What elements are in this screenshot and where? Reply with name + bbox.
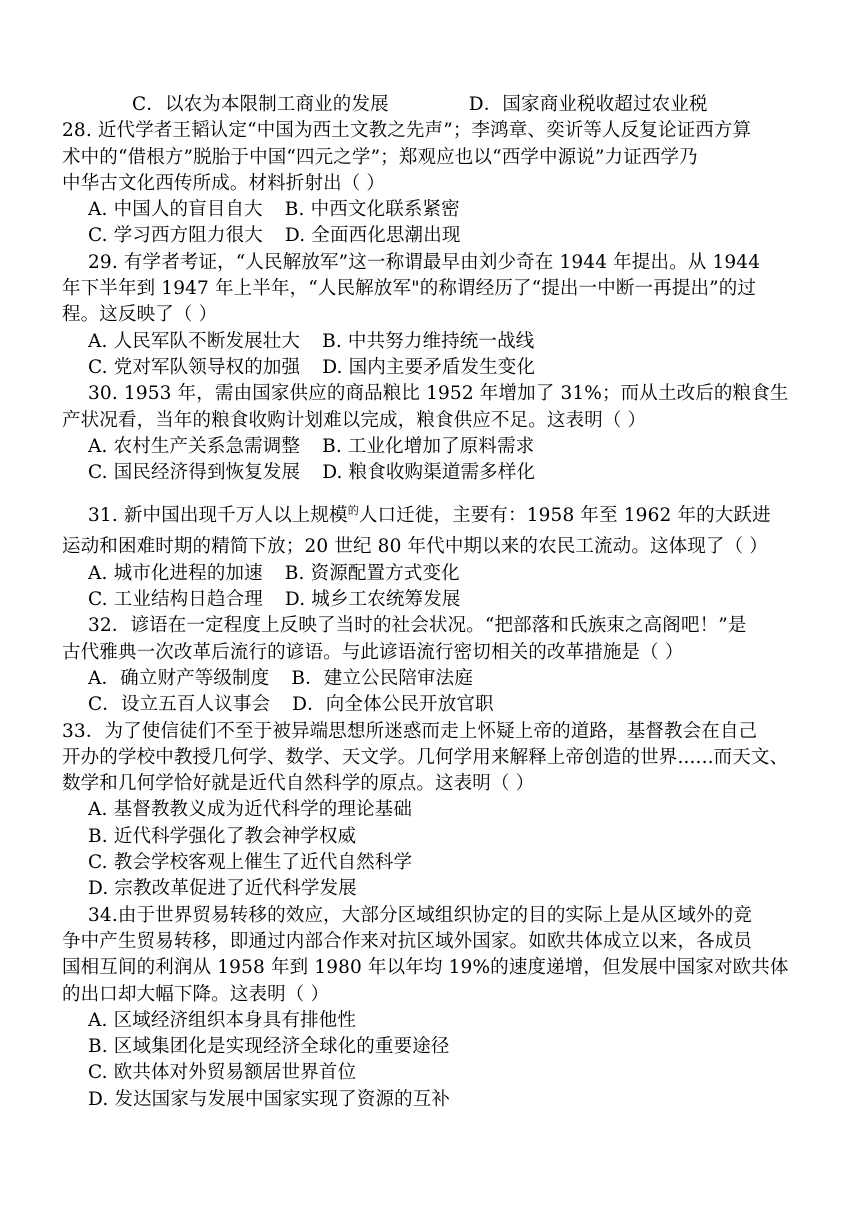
- q28-option-b: B. 中西文化联系紧密: [284, 199, 460, 221]
- q30-stem-line-2: 产状况看，当年的粮食收购计划难以完成，粮食供应不足。这表明（ ）: [62, 409, 647, 431]
- q32-option-a: A．确立财产等级制度: [88, 667, 270, 689]
- q34-option-d: D. 发达国家与发展中国家实现了资源的互补: [88, 1088, 451, 1110]
- q31-options-row-1: [62, 561, 802, 587]
- q29-stem-line-2: 年下半年到 1947 年上半年，“人民解放军"的称谓经历了“提出一中断一再提出”的过: [62, 278, 757, 300]
- q34-stem-line-1: 34.由于世界贸易转移的效应，大部分区域组织协定的目的实际上是从区域外的竞: [88, 904, 752, 926]
- q31-option-a: A. 城市化进程的加速: [88, 562, 263, 584]
- q28-stem-line-2: 术中的“借根方”脱胎于中国“四元之学”；郑观应也以“西学中源说”力证西学乃: [62, 146, 698, 168]
- q33-stem-line-1: 33．为了使信徒们不至于被异端思想所迷惑而走上怀疑上帝的道路，基督教会在自己: [62, 720, 758, 742]
- q31-stem-part-b: 人口迁徙，主要有：1958 年至 1962 年的大跃进: [358, 505, 771, 527]
- q30-option-c: C. 国民经济得到恢复发展: [88, 462, 301, 484]
- q30-options-row-1: [62, 434, 802, 460]
- q31-stem-line-1: [62, 498, 802, 534]
- q31-options-row-2: [62, 587, 802, 613]
- q33-option-a: A. 基督教教义成为近代科学的理论基础: [88, 799, 412, 821]
- q32-option-c: C．设立五百人议事会: [88, 694, 271, 716]
- q29-stem-line-3: 程。这反映了（ ）: [62, 304, 218, 326]
- q30-stem-line-1: 30. 1953 年，需由国家供应的商品粮比 1952 年增加了 31%；而从土改后的粮食生: [88, 383, 789, 405]
- q29-options-row-2: [62, 355, 802, 381]
- q32-option-b: B．建立公民陪审法庭: [291, 667, 473, 689]
- q28-options-row-2: [62, 223, 802, 249]
- q27-option-c: C．以农为本限制工商业的发展: [132, 94, 389, 115]
- q29-option-a: A. 人民军队不断发展壮大: [88, 330, 301, 352]
- q29-option-c: C. 党对军队领导权的加强: [88, 356, 301, 378]
- q28-option-c: C. 学习西方阻力很大: [88, 225, 263, 247]
- q32-option-d: D．向全体公民开放官职: [292, 694, 494, 716]
- q31-option-b: B. 资源配置方式变化: [284, 562, 460, 584]
- q33-stem-line-2: 开办的学校中教授几何学、数学、天文学。几何学用来解释上帝创造的世界......而天文、: [62, 746, 789, 768]
- q28-options-row-1: [62, 197, 802, 223]
- q31-stem-part-a: 31. 新中国出现千万人以上规模: [88, 505, 348, 527]
- section-spacer: [62, 486, 802, 498]
- q34-stem-line-3: 国相互间的利润从 1958 年到 1980 年以年均 19%的速度递增，但发展中国家对欧共体: [62, 957, 789, 979]
- q30-option-a: A. 农村生产关系急需调整: [88, 435, 301, 457]
- q33-option-d: D. 宗教改革促进了近代科学发展: [88, 878, 357, 900]
- q32-stem-line-2: 古代雅典一次改革后流行的谚语。与此谚语流行密切相关的改革措施是（ ）: [62, 641, 684, 663]
- q28-option-d: D. 全面西化思潮出现: [284, 225, 461, 247]
- q28-stem-line-3: 中华古文化西传所成。材料折射出（ ）: [62, 172, 386, 194]
- q34-option-a: A. 区域经济组织本身具有排他性: [88, 1009, 357, 1031]
- exam-page: [62, 92, 802, 1113]
- q31-option-c: C. 工业结构日趋合理: [88, 589, 263, 611]
- q28-option-a: A. 中国人的盲目自大: [88, 199, 263, 221]
- q34-stem-line-4: 的出口却大幅下降。这表明（ ）: [62, 983, 330, 1005]
- q30-option-d: D. 粮食收购渠道需多样化: [322, 462, 536, 484]
- q27-options-row: [62, 92, 802, 118]
- q29-option-d: D. 国内主要矛盾发生变化: [322, 356, 536, 378]
- q28-stem-line-1: 28. 近代学者王韬认定“中国为西土文教之先声”；李鸿章、奕䜣等人反复论证西方算: [62, 120, 752, 142]
- q29-options-row-1: [62, 329, 802, 355]
- q31-option-d: D. 城乡工农统筹发展: [284, 589, 461, 611]
- q31-stem-superscript: 的: [347, 504, 359, 518]
- q34-option-b: B. 区域集团化是实现经济全球化的重要途径: [88, 1036, 450, 1058]
- q29-stem-line-1: 29. 有学者考证，“人民解放军”这一称谓最早由刘少奇在 1944 年提出。从 1944: [88, 251, 761, 273]
- q33-option-b: B. 近代科学强化了教会神学权威: [88, 825, 357, 847]
- q30-options-row-2: [62, 460, 802, 486]
- q34-stem-line-2: 争中产生贸易转移，即通过内部合作来对抗区域外国家。如欧共体成立以来，各成员: [62, 930, 753, 952]
- q32-stem-line-1: 32．谚语在一定程度上反映了当时的社会状况。“把部落和氏族束之高阁吧！”是: [88, 615, 747, 637]
- q33-option-c: C. 教会学校客观上催生了近代自然科学: [88, 852, 413, 874]
- q32-options-row-1: [62, 666, 802, 692]
- q32-options-row-2: [62, 692, 802, 718]
- q30-option-b: B. 工业化增加了原料需求: [322, 435, 535, 457]
- q29-option-b: B. 中共努力维持统一战线: [322, 330, 535, 352]
- q31-stem-line-2: 运动和困难时期的精简下放；20 世纪 80 年代中期以来的农民工流动。这体现了（ ）: [62, 536, 768, 558]
- q33-stem-line-3: 数学和几何学恰好就是近代自然科学的原点。这表明（ ）: [62, 773, 535, 795]
- q34-option-c: C. 欧共体对外贸易额居世界首位: [88, 1062, 357, 1084]
- q27-option-d: D．国家商业税收超过农业税: [468, 94, 708, 115]
